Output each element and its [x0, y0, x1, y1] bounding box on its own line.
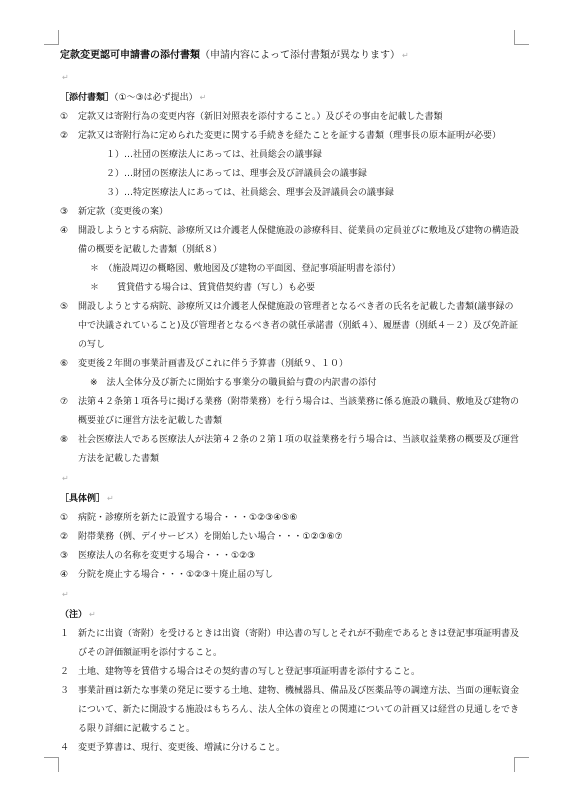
item-text: 分院を廃止する場合・・・①②③＋廃止届の写し — [78, 570, 274, 580]
item-number: ４ — [60, 743, 70, 753]
item-text: 変更予算書は、現行、変更後、増減に分けること。 — [78, 743, 286, 753]
item-number: ⑦ — [60, 397, 69, 407]
paragraph-mark-icon: ↵ — [62, 590, 69, 599]
item-note: ＊ （施設周辺の概略図、敷地図及び建物の平面図、登記事項証明書を添付） — [90, 264, 401, 274]
list-item — [60, 393, 520, 431]
list-item — [60, 203, 520, 222]
item-number: ⑥ — [60, 359, 69, 369]
document-body[interactable] — [60, 46, 520, 758]
list-item — [60, 663, 520, 682]
item-text: 開設しようとする病院、診療所又は介護老人保健施設の管理者となるべき者の氏名を記載した書類(議事録の中で決議されていること)及び管理者となるべき者の就任承諾書（別紙４）、履歴書（別紙４－２）及び免許証の写し — [78, 302, 519, 350]
blank-line — [60, 469, 520, 489]
item-note: ※ 法人全体分及び新たに開始する事業分の職員給与費の内訳書の添付 — [90, 378, 377, 388]
sub-item: １）…社団の医療法人にあっては、社員総会の議事録 — [106, 150, 322, 160]
blank-line — [60, 68, 520, 88]
document-title — [60, 46, 520, 66]
paragraph-mark-icon: ↵ — [402, 51, 409, 60]
item-number: ③ — [60, 207, 69, 217]
paragraph-mark-icon: ↵ — [89, 610, 96, 619]
list-item — [60, 509, 520, 528]
list-item — [60, 431, 520, 469]
sub-item: ２）…財団の医療法人にあっては、理事会及び評議員会の議事録 — [106, 169, 367, 179]
item-note: ＊ 賃貸借する場合は、賃貸借契約書（写し）も必要 — [90, 283, 316, 293]
crop-mark-bottom-left — [44, 757, 59, 772]
paragraph-mark-icon: ↵ — [107, 494, 114, 503]
item-text: 新たに出資（寄附）を受けるときは出資（寄附）申込書の写しとそれが不動産であるときは登記事項証明書及びその評価額証明を添付すること。 — [78, 629, 520, 658]
list-item — [60, 127, 520, 146]
attach-header-label: ［添付書類］ — [60, 93, 115, 103]
item-number: ③ — [60, 551, 69, 561]
item-text: 病院・診療所を新たに設置する場合・・・①②③④⑤⑥ — [78, 513, 298, 523]
item-text: 医療法人の名称を変更する場合・・・①②③ — [78, 551, 256, 561]
item-text: 事業計画は新たな事業の発足に要する土地、建物、機械器具、備品及び医薬品等の調達方法、当面の運転資金について、新たに開設する施設はもちろん、法人全体の資産との関連についての計画又は経営の見通しをできる限り詳細に記載すること。 — [78, 686, 520, 734]
list-item — [60, 355, 520, 374]
item-number: ① — [60, 513, 69, 523]
list-item — [60, 298, 520, 355]
item-text: 法第４２条第１項各号に掲げる業務（附帯業務）を行う場合は、当該業務に係る施設の職員、敷地及び建物の概要並びに運営方法を記載した書類 — [78, 397, 520, 426]
item-number: ② — [60, 131, 69, 141]
crop-mark-top-left — [44, 30, 59, 45]
list-item — [60, 682, 520, 739]
title-sub: （申請内容によって添付書類が異なります） — [200, 50, 400, 61]
item-text: 社会医療法人である医療法人が法第４２条の２第１項の収益業務を行う場合は、当該収益業務の概要及び運営方法を記載した書類 — [78, 435, 520, 464]
notes-header — [60, 605, 520, 625]
list-item — [60, 566, 520, 585]
list-item — [60, 547, 520, 566]
item-text: 開設しようとする病院、診療所又は介護老人保健施設の診療科目、従業員の定員並びに敷地及び建物の構造設備の概要を記載した書類（別紙８） — [78, 226, 520, 255]
item-number: ⑤ — [60, 302, 69, 312]
item-text: 変更後２年間の事業計画書及びこれに伴う予算書（別紙９、１０） — [78, 359, 349, 369]
paragraph-mark-icon: ↵ — [62, 73, 69, 82]
list-item — [60, 625, 520, 663]
list-item — [60, 739, 520, 758]
item-number: ② — [60, 532, 69, 542]
examples-header-label: ［具体例］ — [60, 494, 106, 504]
list-item — [60, 222, 520, 260]
item-number: ３ — [60, 686, 70, 696]
crop-mark-top-right — [514, 30, 529, 45]
examples-header — [60, 489, 520, 509]
item-number: ④ — [60, 226, 69, 236]
list-item — [60, 528, 520, 547]
item-text: 新定款（変更後の案） — [78, 207, 169, 217]
item-number: ２ — [60, 667, 70, 677]
item-text: 附帯業務（例、デイサービス）を開始したい場合・・・①②③⑥⑦ — [78, 532, 343, 542]
item-text: 土地、建物等を賃借する場合はその契約書の写しと登記事項証明書を添付すること。 — [78, 667, 421, 677]
attach-header — [60, 88, 520, 108]
paragraph-mark-icon: ↵ — [199, 93, 207, 102]
notes-header-label: （注） — [60, 610, 88, 620]
item-number: ① — [60, 112, 69, 122]
item-number: ④ — [60, 570, 69, 580]
blank-line — [60, 585, 520, 605]
paragraph-mark-icon: ↵ — [62, 474, 69, 483]
crop-mark-bottom-right — [514, 757, 529, 772]
item-number: １ — [60, 629, 70, 639]
list-item — [60, 108, 520, 127]
item-text: 定款又は寄附行為の変更内容（新旧対照表を添付すること。）及びその事由を記載した書類 — [78, 112, 443, 122]
item-text: 定款又は寄附行為に定められた変更に関する手続きを経たことを証する書類（理事長の原本証明が必要） — [78, 131, 502, 141]
item-number: ⑧ — [60, 435, 69, 445]
sub-item: ３）…特定医療法人にあっては、社員総会、理事会及評議員会の議事録 — [106, 188, 394, 198]
title-main: 定款変更認可申請書の添付書類 — [60, 50, 200, 61]
attach-header-note: （①～③は必ず提出） — [114, 93, 198, 103]
